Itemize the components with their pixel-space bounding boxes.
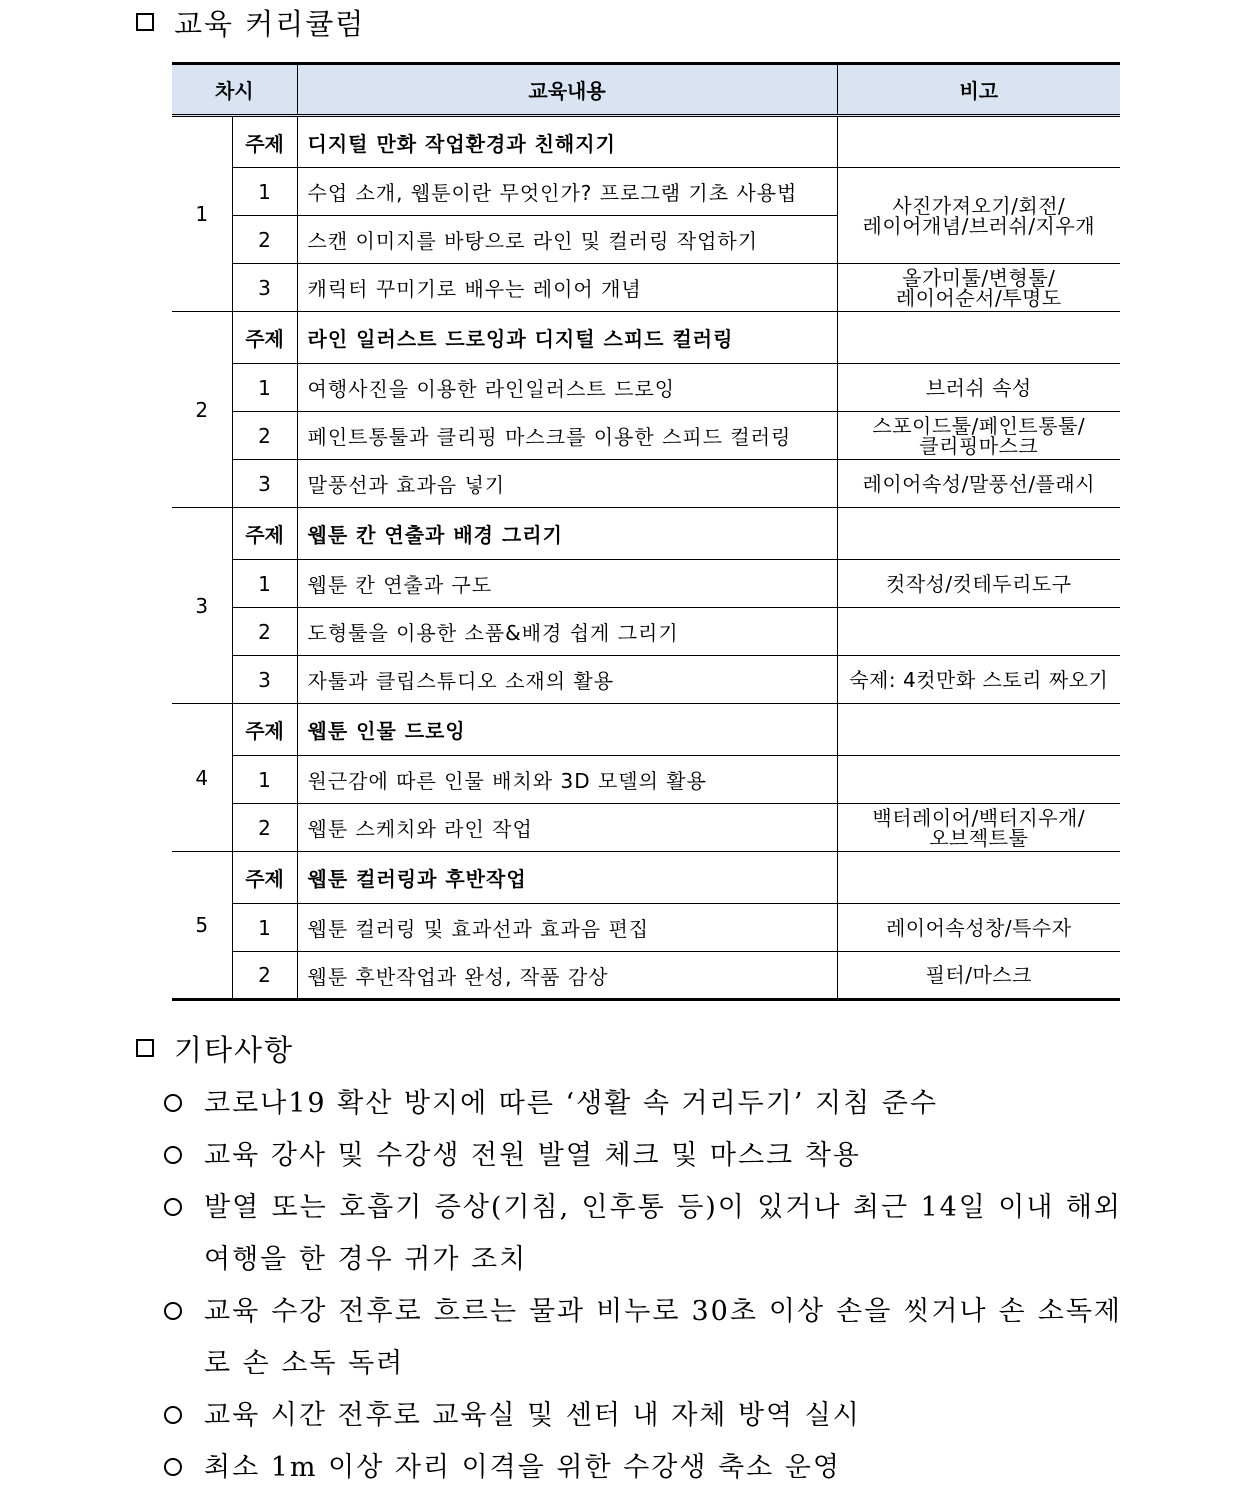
table-row (172, 904, 1120, 952)
section-heading-etc (136, 1028, 294, 1068)
item-number: 2 (232, 608, 297, 656)
table-row-topic (172, 508, 1120, 560)
note-cell: 컷작성/컷테두리도구 (837, 560, 1120, 608)
circle-outline-icon (164, 1198, 182, 1216)
note-cell (837, 608, 1120, 656)
item-content: 웹툰 후반작업과 완성, 작품 감상 (297, 952, 837, 1000)
item-content: 웹툰 컬러링 및 효과선과 효과음 편집 (297, 904, 837, 952)
section-title: 기타사항 (174, 1032, 295, 1067)
item-content: 웹툰 스케치와 라인 작업 (297, 804, 837, 852)
item-content: 스캔 이미지를 바탕으로 라인 및 컬러링 작업하기 (297, 216, 837, 264)
note-cell: 백터레이어/백터지우개/ 오브젝트툴 (837, 804, 1120, 852)
note-cell (837, 852, 1120, 904)
note-cell: 숙제: 4컷만화 스토리 짜오기 (837, 656, 1120, 704)
table-row (172, 656, 1120, 704)
topic-title: 웹툰 컬러링과 후반작업 (297, 852, 837, 904)
notice-text: 교육 시간 전후로 교육실 및 센터 내 자체 방역 실시 (204, 1400, 861, 1431)
item-content: 자툴과 클립스튜디오 소재의 활용 (297, 656, 837, 704)
item-number: 2 (232, 952, 297, 1000)
item-number: 3 (232, 460, 297, 508)
notice-text: 발열 또는 호흡기 증상(기침, 인후통 등)이 있거나 최근 14일 이내 해외여행을 한 경우 귀가 조치 (204, 1192, 1122, 1275)
notice-text: 교육 수강 전후로 흐르는 물과 비누로 30초 이상 손을 씻거나 손 소독제로 손 소독 독려 (204, 1296, 1122, 1379)
item-content: 도형툴을 이용한 소품&배경 쉽게 그리기 (297, 608, 837, 656)
note-cell: 레이어속성창/특수자 (837, 904, 1120, 952)
note-cell (837, 116, 1120, 168)
item-number: 1 (232, 168, 297, 216)
circle-outline-icon (164, 1146, 182, 1164)
table-row-topic (172, 704, 1120, 756)
item-number: 1 (232, 364, 297, 412)
note-cell (837, 756, 1120, 804)
list-item (160, 1442, 1122, 1494)
list-item (160, 1182, 1122, 1286)
list-item (160, 1390, 1122, 1442)
item-number: 1 (232, 904, 297, 952)
table-header-row (172, 64, 1120, 116)
note-cell (837, 704, 1120, 756)
item-number: 1 (232, 756, 297, 804)
topic-title: 디지털 만화 작업환경과 친해지기 (297, 116, 837, 168)
table-row (172, 460, 1120, 508)
topic-title: 웹툰 칸 연출과 배경 그리기 (297, 508, 837, 560)
item-content: 여행사진을 이용한 라인일러스트 드로잉 (297, 364, 837, 412)
table-row-topic (172, 116, 1120, 168)
section-title: 교육 커리큘럼 (174, 6, 366, 41)
item-content: 페인트통툴과 클리핑 마스크를 이용한 스피드 컬러링 (297, 412, 837, 460)
square-outline-icon (136, 1039, 154, 1057)
table-row (172, 412, 1120, 460)
table-row (172, 168, 1120, 216)
item-number: 3 (232, 656, 297, 704)
note-cell: 올가미툴/변형툴/ 레이어순서/투명도 (837, 264, 1120, 312)
topic-label: 주제 (232, 116, 297, 168)
topic-label: 주제 (232, 312, 297, 364)
table-row-topic (172, 852, 1120, 904)
circle-outline-icon (164, 1458, 182, 1476)
list-item (160, 1286, 1122, 1390)
session-number: 4 (172, 704, 232, 852)
section-heading-curriculum (136, 2, 365, 42)
session-number: 3 (172, 508, 232, 704)
table-row (172, 264, 1120, 312)
curriculum-table (172, 62, 1120, 1001)
notice-text: 최소 1m 이상 자리 이격을 위한 수강생 축소 운영 (204, 1452, 841, 1483)
notice-list (160, 1078, 1122, 1494)
table-row (172, 952, 1120, 1000)
item-number: 2 (232, 216, 297, 264)
list-item (160, 1130, 1122, 1182)
session-number: 2 (172, 312, 232, 508)
item-content: 말풍선과 효과음 넣기 (297, 460, 837, 508)
table-row (172, 560, 1120, 608)
item-number: 1 (232, 560, 297, 608)
topic-title: 웹툰 인물 드로잉 (297, 704, 837, 756)
item-content: 웹툰 칸 연출과 구도 (297, 560, 837, 608)
topic-title: 라인 일러스트 드로잉과 디지털 스피드 컬러링 (297, 312, 837, 364)
item-content: 수업 소개, 웹툰이란 무엇인가? 프로그램 기초 사용법 (297, 168, 837, 216)
circle-outline-icon (164, 1302, 182, 1320)
table-row (172, 756, 1120, 804)
table-row (172, 608, 1120, 656)
circle-outline-icon (164, 1094, 182, 1112)
item-number: 2 (232, 412, 297, 460)
note-cell: 스포이드툴/페인트통툴/ 클리핑마스크 (837, 412, 1120, 460)
session-number: 1 (172, 116, 232, 312)
note-cell: 레이어속성/말풍선/플래시 (837, 460, 1120, 508)
note-cell (837, 312, 1120, 364)
table-row-topic (172, 312, 1120, 364)
item-number: 3 (232, 264, 297, 312)
topic-label: 주제 (232, 704, 297, 756)
header-session: 차시 (172, 64, 297, 116)
note-cell (837, 508, 1120, 560)
topic-label: 주제 (232, 852, 297, 904)
note-cell: 필터/마스크 (837, 952, 1120, 1000)
header-content: 교육내용 (297, 64, 837, 116)
circle-outline-icon (164, 1406, 182, 1424)
topic-label: 주제 (232, 508, 297, 560)
item-number: 2 (232, 804, 297, 852)
table-row (172, 804, 1120, 852)
note-cell: 브러쉬 속성 (837, 364, 1120, 412)
square-outline-icon (136, 13, 154, 31)
note-cell: 사진가져오기/회전/ 레이어개념/브러쉬/지우개 (837, 168, 1120, 264)
notice-text: 교육 강사 및 수강생 전원 발열 체크 및 마스크 착용 (204, 1140, 861, 1171)
notice-text: 코로나19 확산 방지에 따른 ‘생활 속 거리두기’ 지침 준수 (204, 1088, 938, 1119)
list-item (160, 1078, 1122, 1130)
session-number: 5 (172, 852, 232, 1000)
item-content: 원근감에 따른 인물 배치와 3D 모델의 활용 (297, 756, 837, 804)
table-row (172, 364, 1120, 412)
item-content: 캐릭터 꾸미기로 배우는 레이어 개념 (297, 264, 837, 312)
header-note: 비고 (837, 64, 1120, 116)
